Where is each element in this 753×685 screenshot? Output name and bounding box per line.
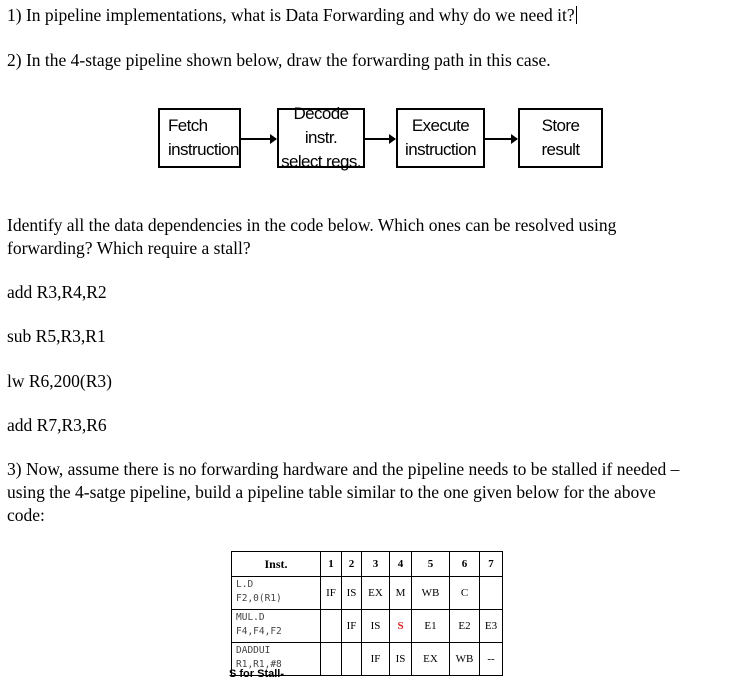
table-cell: EX — [362, 577, 390, 610]
table-cell: WB — [412, 577, 450, 610]
code-line-4: add R7,R3,R6 — [7, 415, 107, 435]
header-cycle: 2 — [342, 552, 362, 577]
table-cell — [342, 643, 362, 676]
table-cell: IS — [390, 643, 412, 676]
header-cycle: 1 — [321, 552, 342, 577]
table-cell: IF — [362, 643, 390, 676]
stall-cell: S — [390, 610, 412, 643]
table-cell: IF — [321, 577, 342, 610]
header-inst: Inst. — [232, 552, 321, 577]
table-row — [232, 577, 503, 610]
table-cell: C — [450, 577, 480, 610]
pipeline-table — [231, 551, 503, 676]
table-cell: E3 — [480, 610, 503, 643]
question-3-line-3: code: — [7, 505, 45, 525]
arrow-icon — [241, 138, 276, 140]
table-cell: -- — [480, 643, 503, 676]
stage-execute — [396, 108, 485, 168]
inst-opcode: DADDUI — [236, 645, 271, 656]
text-cursor — [576, 6, 577, 24]
header-cycle: 3 — [362, 552, 390, 577]
code-line-3: lw R6,200(R3) — [7, 371, 112, 391]
table-cell: E1 — [412, 610, 450, 643]
question-3-line-2: using the 4-satge pipeline, build a pipeline table similar to the one given below for the above — [7, 482, 656, 502]
question-1: 1) In pipeline implementations, what is Data Forwarding and why do we need it? — [7, 5, 575, 25]
header-cycle: 7 — [480, 552, 503, 577]
table-header-row — [232, 552, 503, 577]
table-row — [232, 610, 503, 643]
code-line-1: add R3,R4,R2 — [7, 282, 107, 302]
table-cell: IS — [362, 610, 390, 643]
identify-line-1: Identify all the data dependencies in the code below. Which ones can be resolved using — [7, 215, 617, 235]
table-cell: IF — [342, 610, 362, 643]
stage-store — [518, 108, 603, 168]
arrow-icon — [485, 138, 517, 140]
table-cell: E2 — [450, 610, 480, 643]
table-cell: WB — [450, 643, 480, 676]
table-cell — [480, 577, 503, 610]
table-legend: S for Stall- — [229, 668, 285, 680]
question-2: 2) In the 4-stage pipeline shown below, draw the forwarding path in this case. — [7, 50, 551, 70]
inst-operands: F4,F4,F2 — [236, 626, 282, 637]
table-cell: EX — [412, 643, 450, 676]
stage-execute-label-1: Execute — [411, 116, 470, 135]
code-line-2: sub R5,R3,R1 — [7, 326, 106, 346]
identify-line-2: forwarding? Which require a stall? — [7, 238, 251, 258]
inst-opcode: L.D — [236, 579, 254, 590]
header-cycle: 5 — [412, 552, 450, 577]
table-cell — [321, 610, 342, 643]
stage-store-label-2: result — [541, 140, 580, 159]
arrow-icon — [365, 138, 395, 140]
header-cycle: 6 — [450, 552, 480, 577]
table-cell: M — [390, 577, 412, 610]
stage-execute-label-2: instruction — [405, 140, 476, 159]
stage-decode — [277, 104, 365, 171]
stage-fetch-label-2: instruction — [168, 140, 239, 159]
inst-cell — [232, 577, 321, 610]
inst-operands: R1,R1,#8 — [236, 659, 282, 670]
question-3-line-1: 3) Now, assume there is no forwarding hardware and the pipeline needs to be stalled if needed – — [7, 459, 680, 479]
inst-opcode: MUL.D — [236, 612, 265, 623]
inst-cell — [232, 610, 321, 643]
stage-fetch-label-1: Fetch — [168, 116, 208, 135]
table-cell — [321, 643, 342, 676]
stage-fetch — [158, 108, 241, 168]
stage-store-label-1: Store — [541, 116, 580, 135]
inst-operands: F2,0(R1) — [236, 593, 282, 604]
header-cycle: 4 — [390, 552, 412, 577]
stage-decode-label-2: select regs. — [281, 152, 361, 171]
table-cell: IS — [342, 577, 362, 610]
stage-decode-label-1: Decode instr. — [293, 104, 349, 147]
